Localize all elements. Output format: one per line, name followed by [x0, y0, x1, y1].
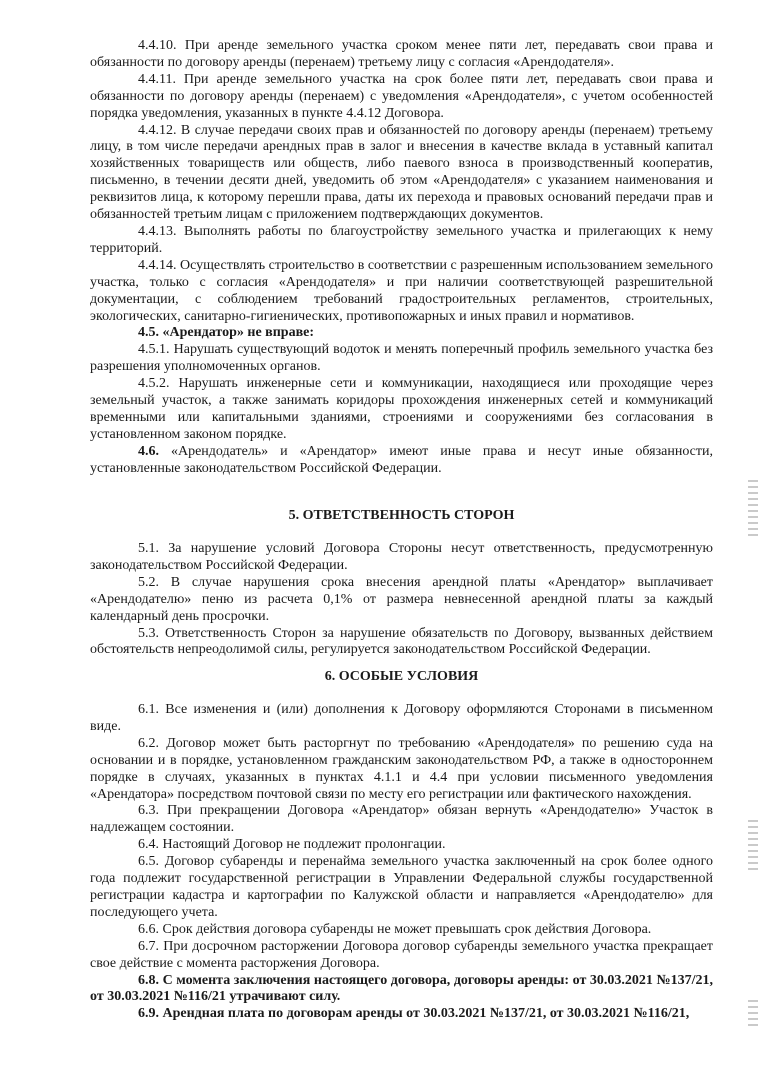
clause-4-5-heading [90, 325, 713, 342]
clause-6-3: 6.3. При прекращении Договора «Арендатор» обязан вернуть «Арендодателю» Участок в надлежащем состоянии. [90, 803, 713, 836]
clause-6-8-text: 6.8. С момента заключения настоящего договора, договоры аренды: от 30.03.2021 №137/21, от 30.03.2021 №116/21 утрачивают силу. [90, 972, 713, 1005]
clause-4-5-1: 4.5.1. Нарушать существующий водоток и менять поперечный профиль земельного участка без разрешения уполномоченных органов. [90, 342, 713, 375]
clause-6-9 [90, 1006, 713, 1023]
clause-6-7: 6.7. При досрочном расторжении Договора договор субаренды земельного участка прекращает свое действие с момента расторжения Договора. [90, 938, 713, 971]
clause-5-1: 5.1. За нарушение условий Договора Стороны несут ответственность, предусмотренную законодательством Российской Федерации. [90, 541, 713, 573]
clause-4-5-2: 4.5.2. Нарушать инженерные сети и коммуникации, находящиеся или проходящие через земельный участок, а также занимать коридоры прохождения инженерных сетей и коммуникаций временными или капитальными зданиями, строениями и сооружениями без согласования в установленном законом порядке. [90, 376, 713, 442]
clause-6-5: 6.5. Договор субаренды и перенайма земельного участка заключенный на срок более одного года подлежит государственной регистрации в Управлении Федеральной службы государственной регистрации кадастра и картографии по Калужской области и направляется «Арендодателю» для последующего учета. [90, 854, 713, 920]
clause-6-4: 6.4. Настоящий Договор не подлежит пролонгации. [138, 837, 446, 853]
clause-4-4-14: 4.4.14. Осуществлять строительство в соответствии с разрешенным использованием земельного участка, только с согласия «Арендодателя» и при наличии соответствующей разрешительной документации, с соблюдением требований градостроительных регламентов, строительных, экологических, санитарно-гигиенических, противопожарных и иных правил и нормативов. [90, 257, 713, 324]
section-5 [90, 507, 713, 659]
clause-4-4-11: 4.4.11. При аренде земельного участка на срок более пяти лет, передавать свои права и обязанности по договору аренды (перенаем) с уведомления «Арендодателя», с учетом особенностей порядка уведомления, указанных в пункте 4.4.12 Договора. [90, 71, 713, 121]
scan-edge-artifact [748, 480, 758, 540]
clause-6-9-text: 6.9. Арендная плата по договорам аренды от 30.03.2021 №137/21, от 30.03.2021 №116/21, [138, 1006, 690, 1022]
clause-6-2: 6.2. Договор может быть расторгнут по требованию «Арендодателя» по решению суда на основании и в порядке, установленном гражданским законодательством РФ, а также в одностороннем порядке в случаях, указанных в пунктах 4.1.1 и 4.4 при условии письменного уведомления «Арендатора» посредством почтовой связи по месту его регистрации или фактического нахождения. [90, 735, 713, 802]
clause-4-4-12: 4.4.12. В случае передачи своих прав и обязанностей по договору аренды (перенаем) третьему лицу, в том числе передачи арендных прав в залог и внесения в качестве вклада в уставный капитал хозяйственных товариществ или обществ, либо паевого взноса в производственный кооператив, письменно, в течении десяти дней, уведомить об этом «Арендодателя» с указанием наименования и реквизитов лица, к которому перешли права, даты их перехода и правовых оснований передачи прав и обязанностей третьим лицам с приложением подтверждающих документов. [90, 122, 713, 223]
clause-4-4-13: 4.4.13. Выполнять работы по благоустройству земельного участка и прилегающих к нему территорий. [90, 223, 713, 256]
section-5-title: 5. ОТВЕТСТВЕННОСТЬ СТОРОН [288, 508, 515, 523]
clause-4-6-number: 4.6. [138, 443, 159, 459]
clause-4-6 [90, 444, 713, 478]
scan-edge-artifact [748, 1000, 758, 1030]
clause-6-6: 6.6. Срок действия договора субаренды не может превышать срок действия Договора. [138, 921, 652, 937]
clause-4-4-10: 4.4.10. При аренде земельного участка сроком менее пяти лет, передавать свои права и обязанности по договору аренды (перенаем) третьему лицу с согласия «Арендодателя». [90, 38, 713, 70]
clause-5-2: 5.2. В случае нарушения срока внесения арендной платы «Арендатор» выплачивает «Арендодателю» пеню из расчета 0,1% от размера невнесенной арендной платы за каждый календарный день просрочки. [90, 574, 713, 624]
clause-5-3: 5.3. Ответственность Сторон за нарушение обязательств по Договору, вызванных действием обстоятельств непреодолимой силы, регулируется законодательством Российской Федерации. [90, 625, 713, 658]
clause-4-5-heading-text: 4.5. «Арендатор» не вправе: [138, 325, 315, 341]
scan-edge-artifact [748, 820, 758, 870]
clause-6-1: 6.1. Все изменения и (или) дополнения к Договору оформляются Сторонами в письменном виде. [90, 702, 713, 734]
clause-6-8 [90, 973, 713, 1007]
section-6-title: 6. ОСОБЫЕ УСЛОВИЯ [324, 669, 479, 684]
section-6 [90, 668, 713, 1023]
section-4-continued [90, 38, 713, 478]
clause-4-6-text: «Арендодатель» и «Арендатор» имеют иные права и несут иные обязанности, установленные законодательством Российской Федерации. [90, 443, 713, 476]
